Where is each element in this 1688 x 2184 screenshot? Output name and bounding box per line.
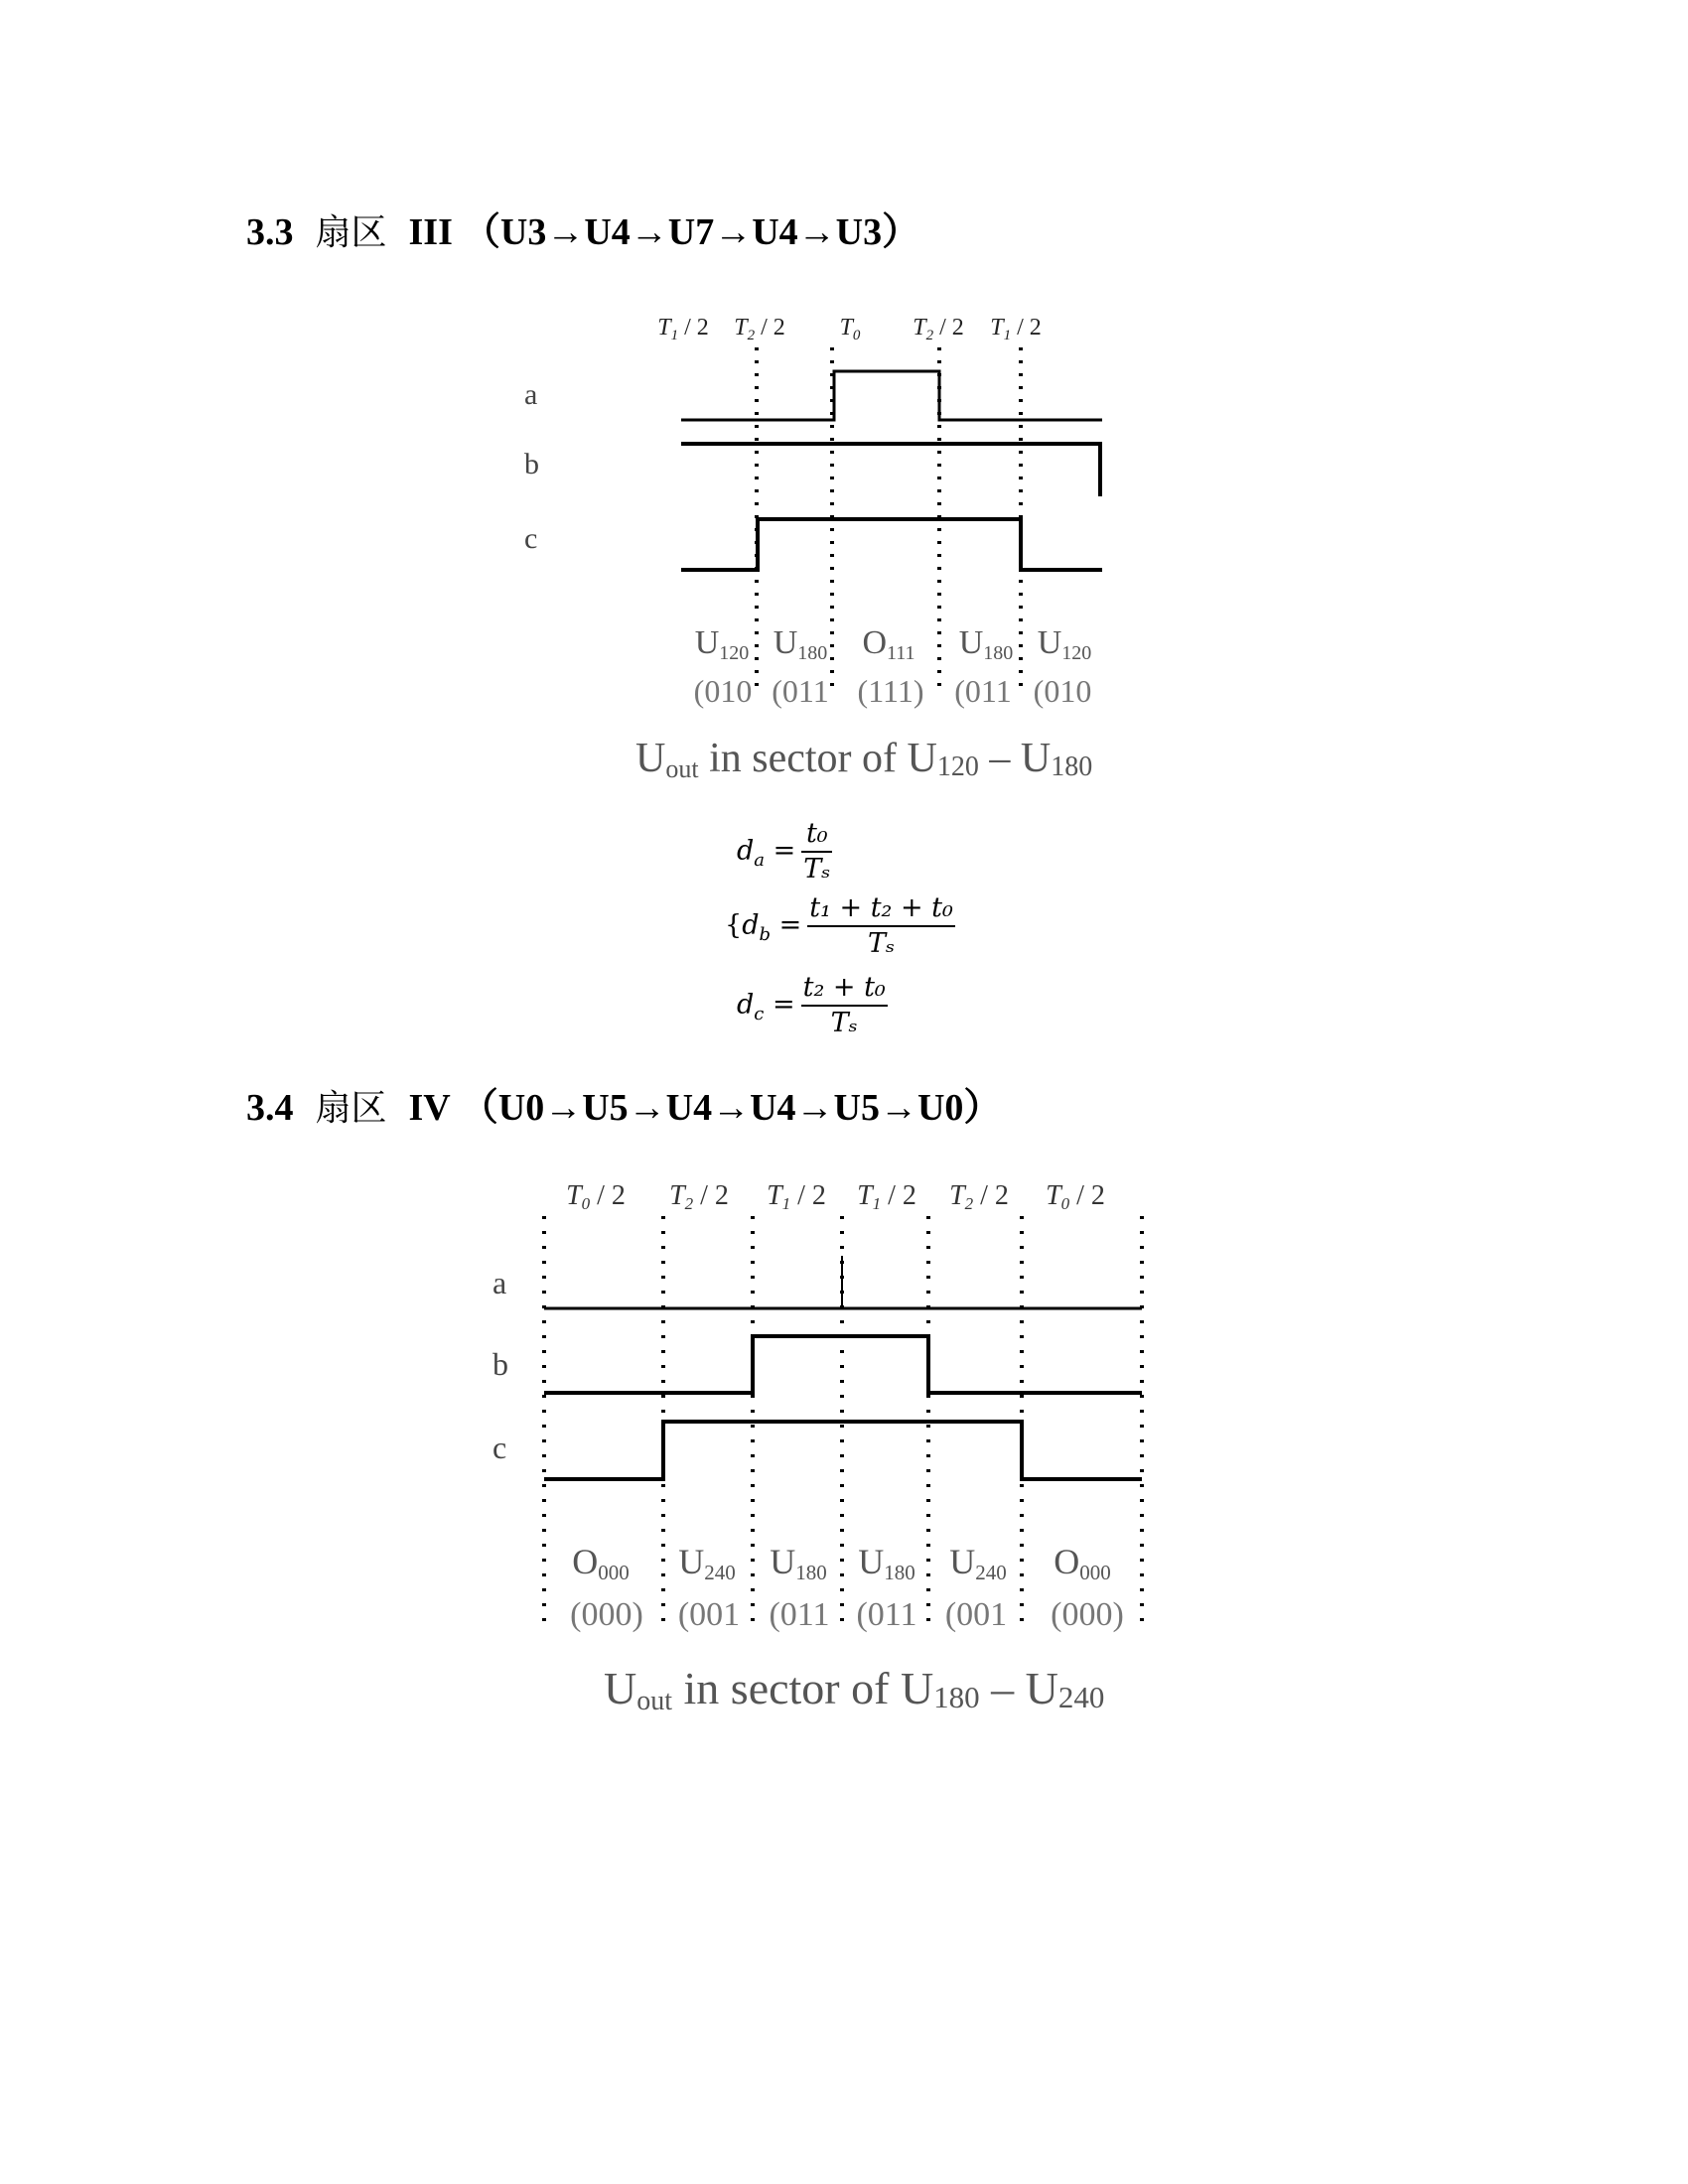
interval-label-3: $T_0$ (839, 315, 861, 343)
interval-label-1: T0 / 2 (566, 1180, 626, 1213)
vector-label-1: O000 (572, 1542, 630, 1584)
section-number: 3.3 (246, 211, 294, 253)
interval-label-4: T1 / 2 (857, 1180, 916, 1213)
section-number: 3.4 (246, 1087, 294, 1129)
vector-label-2: U180 (773, 624, 828, 664)
state-label-5: (001 (944, 1596, 1008, 1633)
formula-dc: $d_c$ = $\frac{\text{t₂ + t₀}}{\text{Tₛ}}$ (737, 972, 886, 1038)
vector-label-6: O000 (1054, 1542, 1111, 1584)
state-label-5: (010 (1033, 673, 1092, 709)
phase-label-c: c (492, 1430, 507, 1465)
vector-label-3: O111 (862, 624, 915, 664)
vector-label-2: U240 (678, 1542, 736, 1584)
interval-label-2: $T_2 / 2$ (734, 315, 785, 343)
state-label-1: (000) (570, 1596, 643, 1633)
phase-label-a: a (524, 378, 538, 411)
state-label-1: (010 (693, 673, 753, 709)
formula-db: {$d_b$ = $\frac{\text{t₁ + t₂ + t₀}}{\text{Tₛ}}$ (725, 892, 953, 959)
interval-label-2: T2 / 2 (669, 1180, 729, 1213)
interval-label-6: T0 / 2 (1046, 1180, 1105, 1213)
section-title-cjk: 扇区 (315, 212, 387, 253)
interval-label-1: $T_1 / 2$ (657, 315, 709, 343)
section-title-cjk: 扇区 (315, 1088, 387, 1129)
vector-label-5: U120 (1037, 624, 1092, 664)
phase-label-b: b (492, 1346, 508, 1382)
state-label-4: (011 (856, 1596, 917, 1633)
section-sector-roman: III (408, 211, 453, 253)
state-label-4: (011 (954, 673, 1012, 709)
state-label-3: (011 (769, 1596, 830, 1633)
phase-label-b: b (524, 448, 539, 480)
interval-label-3: T1 / 2 (767, 1180, 826, 1213)
section-sequence: （U0→U5→U4→U4→U5→U0） (460, 1087, 1002, 1129)
figure-caption-sector-4: Uout in sector of U180 – U240 (604, 1663, 1105, 1716)
vector-label-4: U180 (858, 1542, 915, 1584)
state-label-2: (011 (772, 673, 829, 709)
interval-label-4: $T_2 / 2$ (913, 315, 964, 343)
vector-label-4: U180 (958, 624, 1014, 664)
phase-label-c: c (524, 522, 538, 555)
vector-label-5: U240 (949, 1542, 1007, 1584)
waveform-b (544, 1336, 1142, 1393)
interval-label-5: $T_1 / 2$ (990, 315, 1042, 343)
figure-caption-sector-3: Uout in sector of U120 – U180 (635, 736, 1093, 783)
state-label-2: (001 (677, 1596, 741, 1633)
section-sector-roman: IV (408, 1087, 451, 1129)
phase-label-a: a (492, 1265, 507, 1300)
formula-da: $d_a$ = $\frac{\text{t₀}}{\text{Tₛ}}$ (737, 818, 831, 885)
state-label-3: (111) (857, 673, 924, 709)
vector-label-3: U180 (770, 1542, 827, 1584)
section-sequence: （U3→U4→U7→U4→U3） (462, 211, 920, 253)
vector-label-1: U120 (694, 624, 750, 664)
interval-label-5: T2 / 2 (949, 1180, 1009, 1213)
state-label-6: (000) (1051, 1596, 1124, 1633)
